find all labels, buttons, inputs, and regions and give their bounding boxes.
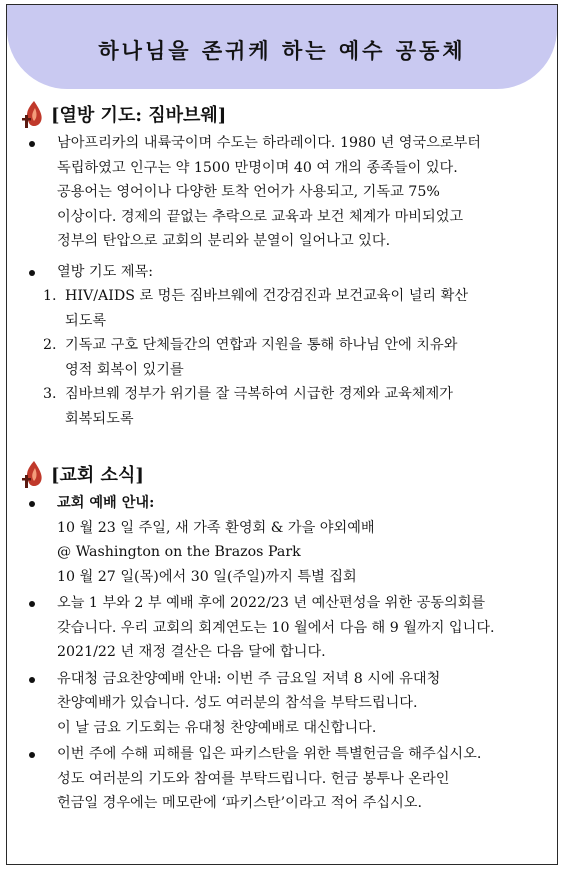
list-item: 오늘 1 부와 2 부 예배 후에 2022/23 년 예산편성을 위한 공동의회를 갖습니다. 우리 교회의 회계연도는 10 월에서 다음 해 9 월까지 입니다. 2021/22 년 재정 결산은 다음 달에 합니다. — [21, 591, 547, 665]
mission-prayer-section — [21, 97, 547, 431]
church-news-section — [21, 457, 547, 816]
bullet-icon — [29, 141, 35, 147]
section-header — [21, 457, 547, 491]
bullet-icon — [29, 677, 35, 683]
bulletin-page — [6, 4, 558, 865]
title-banner — [7, 5, 557, 89]
worship-heading: 교회 예배 안내: — [57, 495, 155, 511]
flame-cross-icon — [21, 99, 47, 129]
bullet-icon — [29, 270, 35, 276]
prayer-list — [21, 284, 547, 431]
list-item: 이번 주에 수해 피해를 입은 파키스탄을 위한 특별헌금을 해주십시오. 성도 여러분의 기도와 참여를 부탁드립니다. 헌금 봉투나 온라인 헌금일 경우에는 메모란에 ‘파키스탄’이라고 적어 주십시오. — [21, 742, 547, 816]
bullet-icon — [29, 501, 35, 507]
flame-cross-icon — [21, 459, 47, 489]
bullet-icon — [29, 752, 35, 758]
list-item: 교회 예배 안내: 10 월 23 일 주일, 새 가족 환영회 & 가을 야외예배 @ Washington on the Brazos Park 10 월 27 일(목)에서 30 일(주일)까지 특별 집회 — [21, 491, 547, 589]
prayer-item: 3. 짐바브웨 정부가 위기를 잘 극복하여 시급한 경제와 교육체제가 회복되도록 — [43, 386, 453, 427]
prayer-heading: 열방 기도 제목: — [57, 263, 154, 280]
list-item: 남아프리카의 내륙국이며 수도는 하라레이다. 1980 년 영국으로부터 독립하였고 인구는 약 1500 만명이며 40 여 개의 종족들이 있다. 공용어는 영어이나 다양한 토착 언어가 사용되고, 기독교 75% 이상이다. 경제의 끝없는 추락으로 교육과 보건 체계가 마비되었고 정부의 탄압으로 교회의 분리와 분열이 일어나고 있다. — [21, 131, 547, 254]
prayer-item: 2. 기독교 구호 단체들간의 연합과 지원을 통해 하나님 안에 치유와 영적 회복이 있기를 — [43, 337, 458, 378]
list-item: 유대청 금요찬양예배 안내: 이번 주 금요일 저녁 8 시에 유대청 찬양예배가 있습니다. 성도 여러분의 참석을 부탁드립니다. 이 날 금요 기도회는 유대청 찬양예배로 대신합니다. — [21, 667, 547, 741]
list-item — [21, 260, 547, 285]
section-title: [열방 기도: 짐바브웨] — [51, 105, 227, 126]
section-header — [21, 97, 547, 131]
bullet-icon — [29, 601, 35, 607]
page-title: 하나님을 존귀케 하는 예수 공동체 — [98, 38, 466, 63]
section-title: [교회 소식] — [51, 465, 144, 486]
prayer-item: 1. HIV/AIDS 로 멍든 짐바브웨에 건강검진과 보건교육이 널리 확산 되도록 — [43, 288, 469, 329]
